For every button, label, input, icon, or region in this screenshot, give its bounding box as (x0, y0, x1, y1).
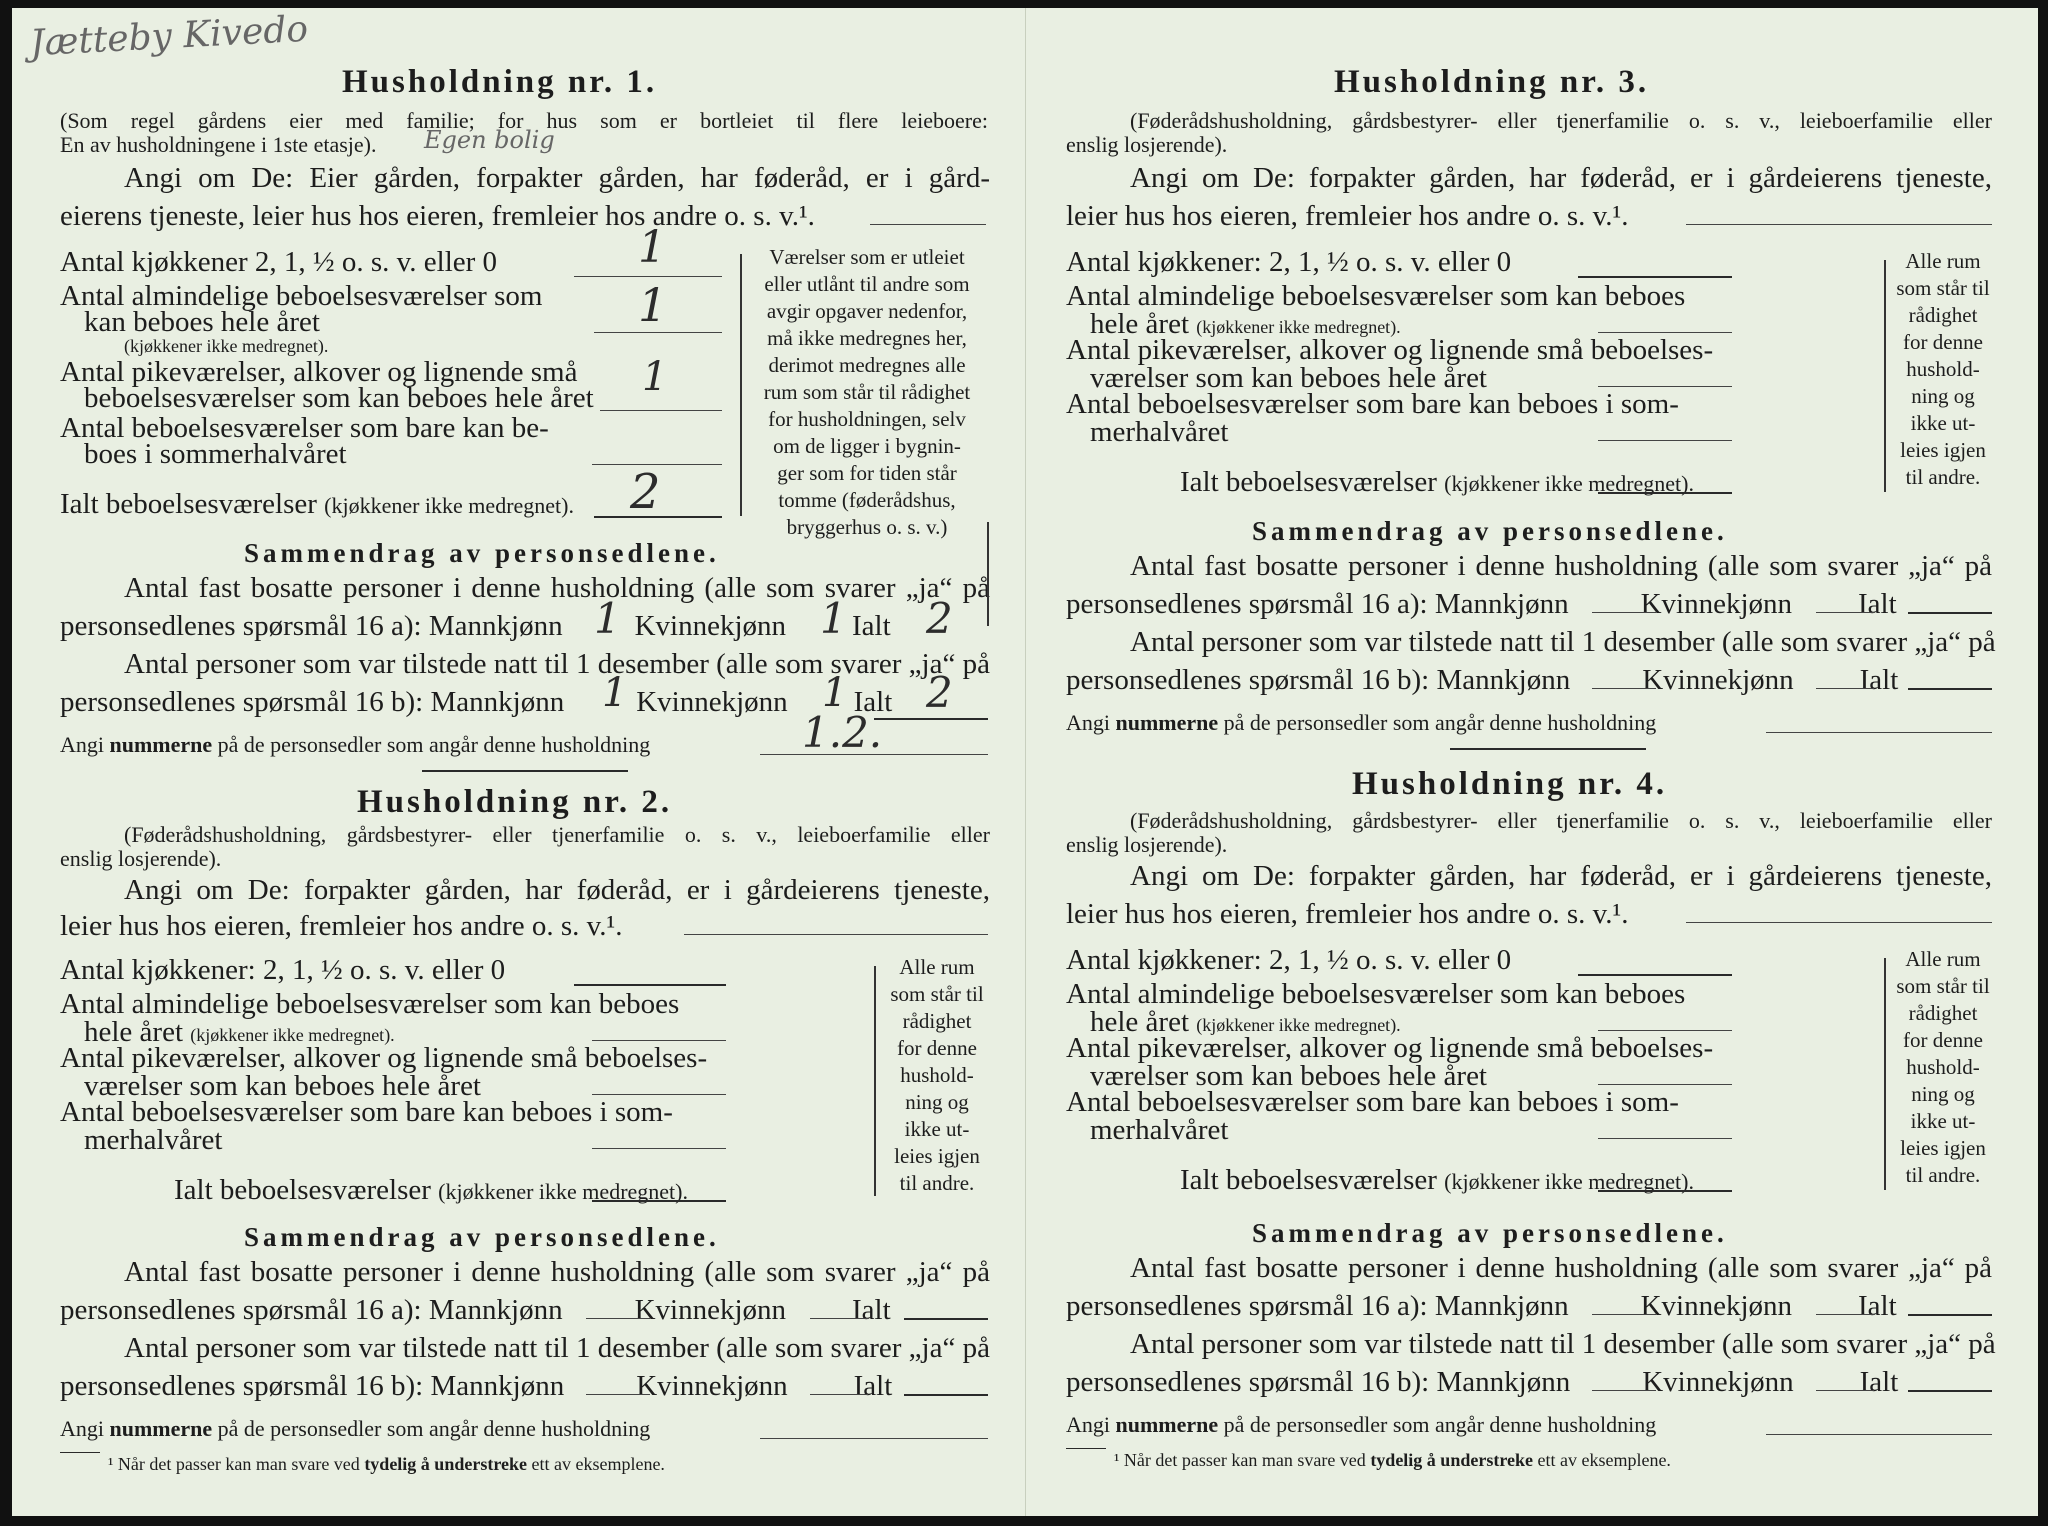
h1-fast-mann: 1 (594, 594, 621, 643)
h2-title: Husholdning nr. 2. (357, 784, 673, 820)
h2-angi-line1: Angi om De: forpakter gården, har føderåd, er i gårdeierens tjeneste, (124, 874, 990, 906)
h1-almind-line2: kan beboes hele året (84, 306, 320, 338)
h2-nummerne: Angi nummerne på de personsedler som angår denne husholdning (60, 1416, 651, 1441)
h2-side-note: Alle rum som står til rådighet for denne hushold- ning og ikke ut- leies igjen til andre. (890, 955, 984, 1195)
h3-tilst-line2: personsedlenes spørsmål 16 b): Mannkjønn Kvinnekjønn Ialt (1066, 664, 1899, 696)
h1-tilst-line1: Antal personer som var tilstede natt til 1 desember (alle som svarer „ja“ på (124, 648, 990, 680)
h3-intro-line1: (Føderådshusholdning, gårdsbestyrer- eller tjenerfamilie o. s. v., leieboerfamilie eller (1130, 108, 1992, 133)
census-sheet (12, 8, 2038, 1516)
h1-sammendrag-title: Sammendrag av personsedlene. (244, 538, 720, 568)
h3-angi-line2: leier hus hos eieren, fremleier hos andre o. s. v.¹. (1066, 200, 1629, 232)
h1-kjokkener-value: 1 (638, 222, 666, 273)
h4-kjokkener-label: Antal kjøkkener: 2, 1, ½ o. s. v. eller 0 (1066, 944, 1512, 976)
h2-sommer-line2: merhalvåret (84, 1124, 223, 1156)
h4-intro-line2: enslig losjerende). (1066, 832, 1228, 857)
h2-tilst-line2: personsedlenes spørsmål 16 b): Mannkjønn Kvinnekjønn Ialt (60, 1370, 893, 1402)
h1-pike-line2: beboelsesværelser som kan beboes hele året (84, 382, 594, 414)
h1-tilst-mann: 1 (602, 670, 628, 716)
h3-kjokkener-label: Antal kjøkkener: 2, 1, ½ o. s. v. eller 0 (1066, 246, 1512, 278)
h2-intro-line1: (Føderådshusholdning, gårdsbestyrer- eller tjenerfamilie o. s. v., leieboerfamilie eller (124, 822, 990, 847)
h1-tilst-kvinne: 1 (822, 670, 848, 716)
h3-ialt-label: Ialt beboelsesværelser (kjøkkener ikke medregnet). (1180, 466, 1694, 498)
h3-angi-line1: Angi om De: forpakter gården, har føderåd, er i gårdeierens tjeneste, (1130, 162, 1992, 194)
h1-fast-line1: Antal fast bosatte personer i denne husholdning (alle som svarer „ja“ på (124, 572, 990, 604)
h3-intro-line2: enslig losjerende). (1066, 132, 1228, 157)
h2-ialt-label: Ialt beboelsesværelser (kjøkkener ikke medregnet). (174, 1174, 688, 1206)
left-page (12, 8, 1025, 1516)
h1-angi-line2: eierens tjeneste, leier hus hos eieren, fremleier hos andre o. s. v.¹. (60, 200, 815, 232)
h1-tilst-line2: personsedlenes spørsmål 16 b): Mannkjønn Kvinnekjønn Ialt (60, 686, 893, 718)
h3-sammendrag-title: Sammendrag av personsedlene. (1252, 516, 1728, 546)
h4-side-note: Alle rum som står til rådighet for denne hushold- ning og ikke ut- leies igjen til andre. (1896, 947, 1990, 1187)
handwritten-header: Jætteby Kivedo (29, 8, 309, 65)
h1-sommer-line2: boes i sommerhalvåret (84, 438, 347, 470)
right-footnote: ¹ Når det passer kan man svare ved tydelig å understreke ett av eksemplene. (1114, 1450, 1671, 1470)
h1-pike-value: 1 (642, 354, 668, 400)
h2-kjokkener-label: Antal kjøkkener: 2, 1, ½ o. s. v. eller 0 (60, 954, 506, 986)
h4-tilst-line1: Antal personer som var tilstede natt til 1 desember (alle som svarer „ja“ på (1130, 1328, 1996, 1360)
h4-sommer-line2: merhalvåret (1090, 1114, 1229, 1146)
h1-pike-line1: Antal pikeværelser, alkover og lignende små (60, 356, 578, 388)
h2-tilst-line1: Antal personer som var tilstede natt til 1 desember (alle som svarer „ja“ på (124, 1332, 990, 1364)
h1-intro-handwritten: Egen bolig (424, 126, 555, 154)
h1-intro-line2: En av husholdningene i 1ste etasje). (60, 132, 377, 157)
h1-intro-line1: (Som regel gårdens eier med familie; for hus som er bortleiet til flere leieboere: (60, 108, 988, 133)
h4-tilst-line2: personsedlenes spørsmål 16 b): Mannkjønn Kvinnekjønn Ialt (1066, 1366, 1899, 1398)
h3-sommer-line2: merhalvåret (1090, 416, 1229, 448)
h3-side-note: Alle rum som står til rådighet for denne hushold- ning og ikke ut- leies igjen til andre. (1896, 249, 1990, 489)
right-page (1026, 8, 2038, 1516)
h4-sommer-line1: Antal beboelsesværelser som bare kan beboes i som- (1066, 1086, 1679, 1118)
h3-tilst-line1: Antal personer som var tilstede natt til 1 desember (alle som svarer „ja“ på (1130, 626, 1996, 658)
h4-pike-line1: Antal pikeværelser, alkover og lignende små beboelses- (1066, 1032, 1714, 1064)
h2-intro-line2: enslig losjerende). (60, 846, 222, 871)
h3-pike-line1: Antal pikeværelser, alkover og lignende små beboelses- (1066, 334, 1714, 366)
h3-almind-line1: Antal almindelige beboelsesværelser som kan beboes (1066, 280, 1686, 312)
h1-fast-line2: personsedlenes spørsmål 16 a): Mannkjønn Kvinnekjønn Ialt (60, 610, 891, 642)
h4-angi-line1: Angi om De: forpakter gården, har føderåd, er i gårdeierens tjeneste, (1130, 860, 1992, 892)
h2-sammendrag-title: Sammendrag av personsedlene. (244, 1222, 720, 1252)
h1-almind-value: 1 (638, 278, 668, 332)
h2-fast-line1: Antal fast bosatte personer i denne husholdning (alle som svarer „ja“ på (124, 1256, 990, 1288)
h3-title: Husholdning nr. 3. (1334, 64, 1650, 100)
h4-title: Husholdning nr. 4. (1352, 766, 1668, 802)
h2-fast-line2: personsedlenes spørsmål 16 a): Mannkjønn Kvinnekjønn Ialt (60, 1294, 891, 1326)
h1-angi-line1: Angi om De: Eier gården, forpakter gården, har føderåd, er i gård- (124, 162, 990, 194)
h2-sommer-line1: Antal beboelsesværelser som bare kan beboes i som- (60, 1096, 673, 1128)
h1-almind-line3: (kjøkkener ikke medregnet). (124, 336, 329, 356)
h1-ialt-value: 2 (630, 464, 661, 520)
h1-almind-line1: Antal almindelige beboelsesværelser som (60, 280, 543, 312)
h3-nummerne: Angi nummerne på de personsedler som angår denne husholdning (1066, 710, 1657, 735)
h1-nummerne: Angi nummerne på de personsedler som angår denne husholdning (60, 732, 651, 757)
h1-nummerne-value: 1.2. (802, 708, 883, 757)
h3-sommer-line1: Antal beboelsesværelser som bare kan beboes i som- (1066, 388, 1679, 420)
h2-pike-line2: værelser som kan beboes hele året (84, 1070, 481, 1102)
h1-ialt-label: Ialt beboelsesværelser (kjøkkener ikke medregnet). (60, 488, 574, 520)
h4-ialt-label: Ialt beboelsesværelser (kjøkkener ikke medregnet). (1180, 1164, 1694, 1196)
h2-almind-line2: hele året (kjøkkener ikke medregnet). (84, 1016, 395, 1048)
left-footnote: ¹ Når det passer kan man svare ved tydelig å understreke ett av eksemplene. (108, 1454, 665, 1474)
h1-side-note: Værelser som er utleiet eller utlånt til andre som avgir opgaver nedenfor, må ikke medregnes her, derimot medregnes alle rum som står til rådighet for husholdningen, selv om de ligger i bygnin- ger som for tiden står tomme (føderådshus, bryggerhus o. s. v.) (763, 245, 971, 539)
h1-sommer-line1: Antal beboelsesværelser som bare kan be- (60, 412, 549, 444)
h1-tilst-ialt: 2 (926, 668, 953, 717)
h4-fast-line2: personsedlenes spørsmål 16 a): Mannkjønn Kvinnekjønn Ialt (1066, 1290, 1897, 1322)
h4-almind-line1: Antal almindelige beboelsesværelser som kan beboes (1066, 978, 1686, 1010)
h3-almind-line2: hele året (kjøkkener ikke medregnet). (1090, 308, 1401, 340)
h1-title: Husholdning nr. 1. (342, 64, 658, 100)
h1-fast-ialt: 2 (926, 594, 953, 643)
h4-angi-line2: leier hus hos eieren, fremleier hos andre o. s. v.¹. (1066, 898, 1629, 930)
h2-pike-line1: Antal pikeværelser, alkover og lignende små beboelses- (60, 1042, 708, 1074)
h4-fast-line1: Antal fast bosatte personer i denne husholdning (alle som svarer „ja“ på (1130, 1252, 1992, 1284)
h4-nummerne: Angi nummerne på de personsedler som angår denne husholdning (1066, 1412, 1657, 1437)
h3-pike-line2: værelser som kan beboes hele året (1090, 362, 1487, 394)
separator (422, 770, 628, 772)
h3-fast-line1: Antal fast bosatte personer i denne husholdning (alle som svarer „ja“ på (1130, 550, 1992, 582)
h4-intro-line1: (Føderådshusholdning, gårdsbestyrer- eller tjenerfamilie o. s. v., leieboerfamilie eller (1130, 808, 1992, 833)
h4-sammendrag-title: Sammendrag av personsedlene. (1252, 1218, 1728, 1248)
separator (1450, 748, 1646, 750)
h2-angi-line2: leier hus hos eieren, fremleier hos andre o. s. v.¹. (60, 910, 623, 942)
h2-almind-line1: Antal almindelige beboelsesværelser som kan beboes (60, 988, 680, 1020)
h4-almind-line2: hele året (kjøkkener ikke medregnet). (1090, 1006, 1401, 1038)
h1-kjokkener-label: Antal kjøkkener 2, 1, ½ o. s. v. eller 0 (60, 246, 498, 278)
h1-fast-kvinne: 1 (820, 594, 847, 643)
h4-pike-line2: værelser som kan beboes hele året (1090, 1060, 1487, 1092)
h3-fast-line2: personsedlenes spørsmål 16 a): Mannkjønn Kvinnekjønn Ialt (1066, 588, 1897, 620)
